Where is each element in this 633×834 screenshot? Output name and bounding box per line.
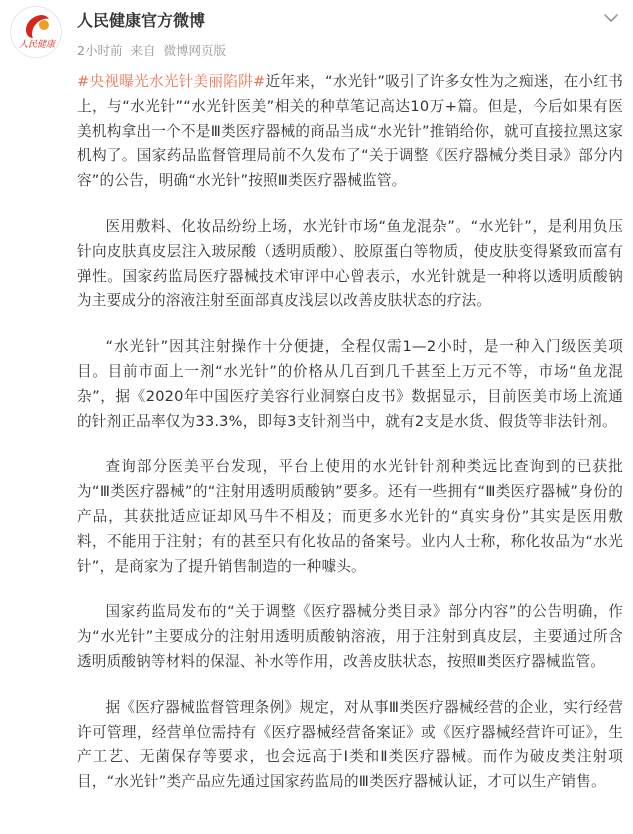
post-source[interactable]: 微博网页版 xyxy=(163,43,226,58)
paragraph: 据《医疗器械监督管理条例》规定，对从事Ⅲ类医疗器械经营的企业，实行经营许可管理，经营单位需持有《医疗器械经营备案证》或《医疗器械经营许可证》，生产工艺、无菌保存等要求，也会远高于Ⅰ类和Ⅱ类医疗器械。而作为破皮类注射项目，“水光针”类产品应先通过国家药监局的Ⅲ类医疗器械认证，才可以生产销售。 xyxy=(77,698,623,791)
svg-text:人民健康: 人民健康 xyxy=(18,40,56,50)
paragraph: 医用敷料、化妆品纷纷上场，水光针市场“鱼龙混杂”。“水光针”，是利用负压针向皮肤真皮层注入玻尿酸（透明质酸）、胶原蛋白等物质，使皮肤变得紧致而富有弹性。国家药监局医疗器械技术审评中心曾表示，水光针就是一种将以透明质酸钠为主要成分的溶液注射至面部真皮浅层以改善皮肤状态的疗法。 xyxy=(77,217,623,310)
paragraph: 查询部分医美平台发现，平台上使用的水光针针剂种类远比查询到的已获批为“Ⅲ类医疗器械”的“注射用透明质酸钠”要多。还有一些拥有“Ⅲ类医疗器械”身份的产品，其获批适应证却风马牛不相及；而更多水光针的“真实身份”其实是医用敷料，不能用于注射；有的甚至只有化妆品的备案号。业内人士称，称化妆品为“水光针”，是商家为了提升销售制造的一种噱头。 xyxy=(77,458,623,575)
hashtag-link[interactable]: #央视曝光水光针美丽陷阱# xyxy=(77,73,266,90)
author-name[interactable]: 人民健康官方微博 xyxy=(77,11,206,30)
avatar[interactable] xyxy=(10,6,62,58)
paragraph-text: 近年来，“水光针”吸引了许多女性为之痴迷，在小红书上，与“水光针”“水光针医美”相关的种草笔记高达10万+篇。但是，今后如果有医美机构拿出一个不是Ⅲ类医疗器械的商品当成“水光针”推销给你，就可直接拉黑这家机构了。国家药品监督管理局前不久发布了“关于调整《医疗器械分类目录》部分内容”的公告，明确“水光针”按照Ⅲ类医疗器械监管。 xyxy=(77,73,624,190)
renmin-jiankang-logo-icon xyxy=(11,7,62,58)
paragraph: 国家药监局发布的“关于调整《医疗器械分类目录》部分内容”的公告明确，作为“水光针”主要成分的注射用透明质酸钠溶液，用于注射到真皮层，主要通过所含透明质酸钠等材料的保湿、补水等作用，改善皮肤状态，按照Ⅲ类医疗器械监管。 xyxy=(77,603,623,670)
post-content xyxy=(77,70,623,816)
paragraph xyxy=(77,70,623,194)
post-meta xyxy=(77,41,226,59)
paragraph: “水光针”因其注射操作十分便捷，全程仅需1—2小时，是一种入门级医美项目。目前市面上一剂“水光针”的价格从几百到几千甚至上万元不等，市场“鱼龙混杂”，据《2020年中国医疗美容行业洞察白皮书》数据显示，目前医美市场上流通的针剂正品率仅为33.3%，即每3支针剂当中，就有2支是水货、假货等非法针剂。 xyxy=(77,338,623,430)
source-label: 来自 xyxy=(130,43,156,58)
chevron-down-icon xyxy=(601,8,621,28)
post-time[interactable]: 2小时前 xyxy=(77,43,123,58)
more-options-button[interactable] xyxy=(601,8,621,28)
